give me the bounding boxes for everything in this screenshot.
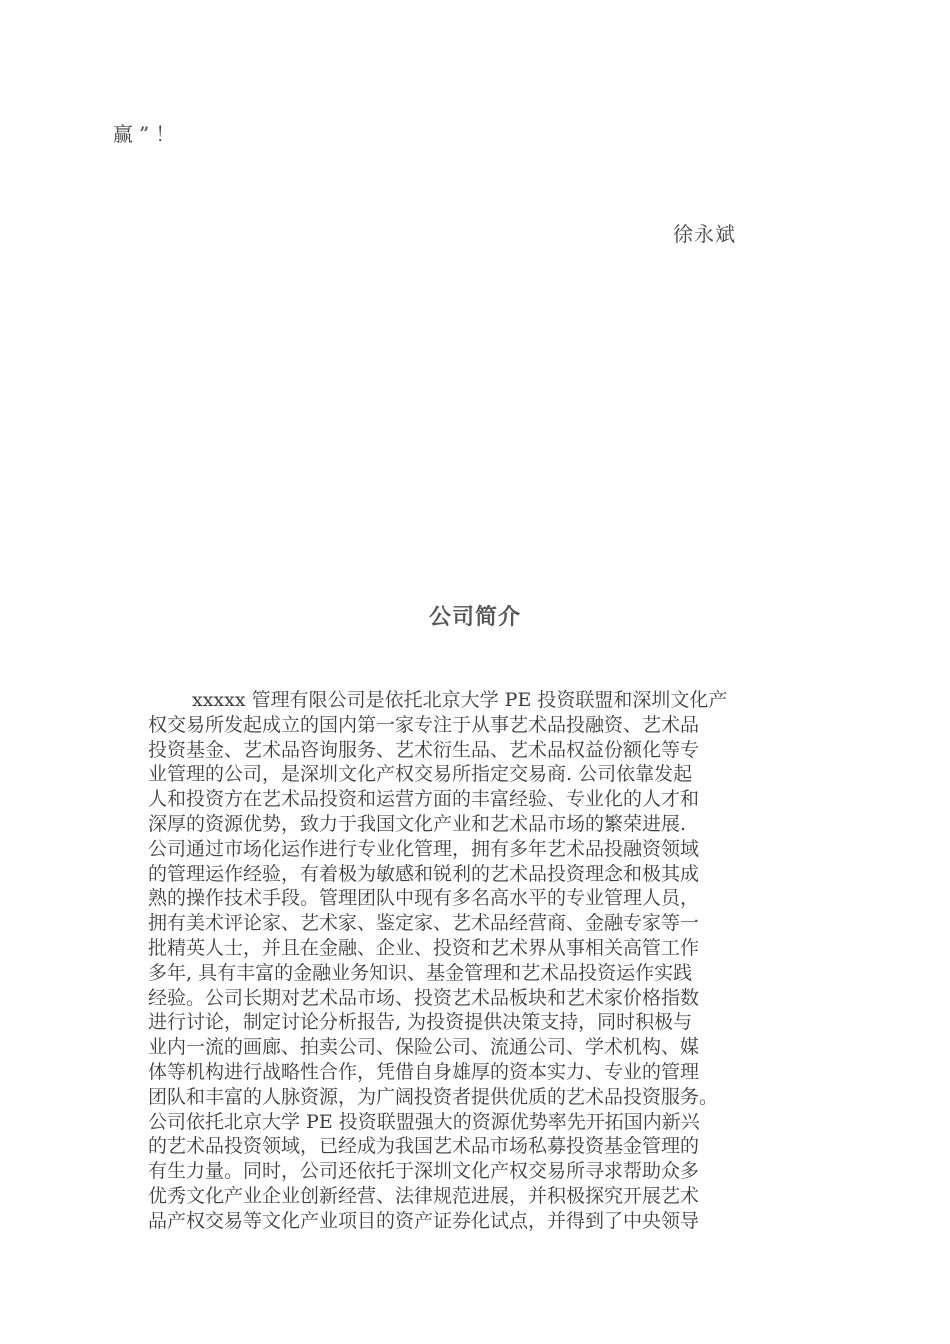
paragraph-line: 体等机构进行战略性合作，凭借自身雄厚的资本实力、专业的管理 — [148, 1060, 700, 1083]
paragraph-line: 公司依托北京大学 PE 投资联盟强大的资源优势率先开拓国内新兴 — [148, 1110, 700, 1133]
section-title: 公司简介 — [428, 605, 521, 630]
paragraph-line: 进行讨论，制定讨论分析报告, 为投资提供决策支持，同时积极与 — [148, 1011, 693, 1034]
paragraph-line: 有生力量。同时，公司还依托于深圳文化产权交易所寻求帮助众多 — [148, 1160, 700, 1183]
paragraph-line: 熟的操作技术手段。管理团队中现有多名高水平的专业管理人员， — [148, 887, 700, 910]
paragraph-line: 的管理运作经验，有着极为敏感和锐利的艺术品投资理念和极其成 — [148, 862, 700, 885]
paragraph-line: xxxxx 管理有限公司是依托北京大学 PE 投资联盟和深圳文化产 — [192, 689, 728, 711]
paragraph-line: 人和投资方在艺术品投资和运营方面的丰富经验、专业化的人才和 — [148, 788, 700, 811]
paragraph-line: 业内一流的画廊、拍卖公司、保险公司、流通公司、学术机构、媒 — [148, 1036, 700, 1059]
paragraph-line: 的艺术品投资领域，已经成为我国艺术品市场私募投资基金管理的 — [148, 1135, 700, 1158]
paragraph-line: 深厚的资源优势，致力于我国文化产业和艺术品市场的繁荣进展. — [148, 812, 687, 835]
paragraph-line: 批精英人士，并且在金融、企业、投资和艺术界从事相关高管工作 — [148, 936, 700, 959]
author-signature: 徐永斌 — [673, 222, 736, 246]
previous-page-tail-text: 赢”！ — [113, 122, 182, 146]
paragraph-line: 经验。公司长期对艺术品市场、投资艺术品板块和艺术家价格指数 — [148, 986, 700, 1009]
paragraph-line: 品产权交易等文化产业项目的资产证券化试点，并得到了中央领导 — [148, 1209, 700, 1232]
paragraph-line: 公司通过市场化运作进行专业化管理，拥有多年艺术品投融资领域 — [148, 837, 700, 860]
paragraph-line: 多年, 具有丰富的金融业务知识、基金管理和艺术品投资运作实践 — [148, 961, 693, 984]
paragraph-line: 拥有美术评论家、艺术家、鉴定家、艺术品经营商、金融专家等一 — [148, 912, 700, 935]
paragraph-line: 权交易所发起成立的国内第一家专注于从事艺术品投融资、艺术品 — [148, 713, 700, 736]
paragraph-line: 投资基金、艺术品咨询服务、艺术衍生品、艺术品权益份额化等专 — [148, 738, 700, 761]
paragraph-line: 优秀文化产业企业创新经营、法律规范进展，并积极探究开展艺术 — [148, 1184, 700, 1207]
paragraph-line: 业管理的公司，是深圳文化产权交易所指定交易商. 公司依靠发起 — [148, 763, 693, 786]
paragraph-line: 团队和丰富的人脉资源，为广阔投资者提供优质的艺术品投资服务。 — [148, 1085, 719, 1108]
company-intro-paragraph — [148, 688, 848, 1234]
